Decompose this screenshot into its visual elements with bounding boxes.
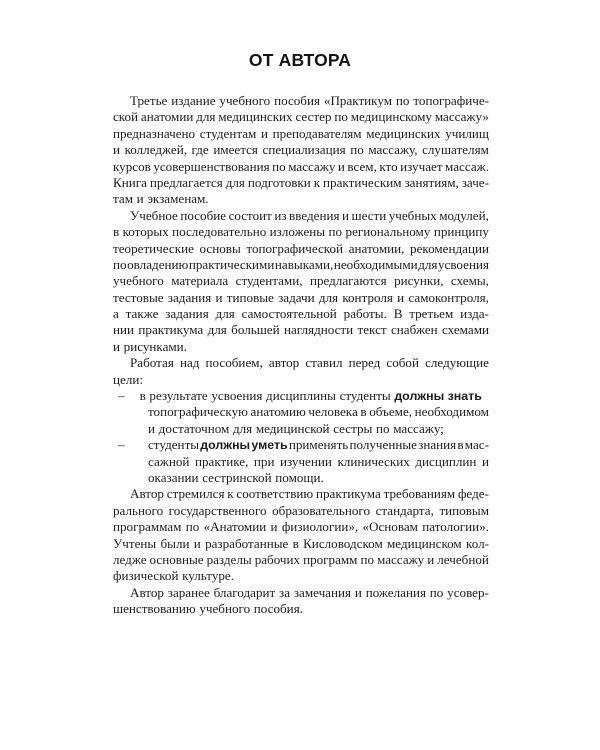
text-line	[113, 372, 489, 388]
word: автор	[268, 355, 300, 371]
word: для	[418, 256, 438, 272]
word: для	[225, 174, 245, 190]
word: государственного	[168, 502, 267, 518]
word: подготовки	[247, 174, 311, 190]
word: благодарит	[213, 584, 276, 600]
text-line	[113, 454, 489, 470]
word: всем,	[347, 158, 377, 174]
word: культуре.	[182, 568, 235, 584]
word: и	[427, 551, 435, 567]
text-line	[113, 404, 489, 420]
word: «Практикум	[323, 93, 393, 108]
word: самоконтроля,	[408, 289, 489, 305]
text-line	[113, 109, 489, 125]
list-dash: –	[118, 437, 125, 453]
word: массажу	[377, 551, 425, 567]
word: лечебной	[437, 551, 489, 567]
word: физической	[113, 568, 179, 584]
word: соответствию	[236, 486, 314, 502]
word: шенствованию	[113, 601, 196, 617]
word: массажу,	[368, 142, 418, 158]
word: массажу»	[434, 109, 489, 125]
word: там	[113, 191, 133, 207]
word: по	[272, 158, 286, 174]
word: оказании	[148, 469, 199, 485]
word: медицинских	[218, 109, 293, 125]
word: заче-	[461, 174, 489, 190]
word: кол-	[466, 535, 489, 551]
body-text	[113, 93, 489, 618]
word: по	[395, 93, 410, 108]
word: теоретические	[113, 240, 194, 256]
word: помощи.	[275, 469, 324, 485]
word: где	[191, 142, 209, 158]
word: усвоения	[211, 388, 263, 404]
word: практическим	[323, 174, 402, 190]
word: Учебное	[130, 207, 178, 223]
word: предназначено	[113, 125, 196, 141]
word: в	[360, 404, 367, 420]
word: текст	[357, 322, 387, 338]
text-line	[113, 175, 489, 191]
word: занятиям,	[404, 174, 459, 190]
word: а	[113, 306, 119, 322]
word: самостоятельной	[241, 306, 337, 322]
word: студенты	[339, 388, 391, 404]
word: и	[148, 420, 156, 436]
word: изда-	[460, 306, 489, 322]
text-line	[113, 421, 489, 437]
word: по	[185, 519, 200, 535]
word: специализация	[262, 142, 346, 158]
word: для	[207, 322, 227, 338]
bold-term: должны	[394, 389, 445, 404]
list-dash: –	[118, 388, 125, 404]
word: и	[481, 453, 489, 469]
word: и	[341, 207, 349, 223]
text-line	[113, 388, 489, 404]
word: применять	[288, 437, 349, 453]
text-line	[113, 355, 489, 371]
word: собой	[386, 355, 419, 371]
text-line	[113, 241, 489, 257]
word: по	[350, 142, 364, 158]
text-line	[113, 470, 489, 486]
word: и	[337, 158, 345, 174]
word: разделы	[206, 551, 252, 567]
text-line	[113, 601, 489, 617]
word: также	[125, 306, 159, 322]
word: пособия.	[253, 601, 303, 617]
word: последовательно	[172, 224, 267, 240]
word: рального	[113, 502, 164, 518]
word: экзаменам.	[147, 191, 209, 207]
word: студентами,	[235, 273, 303, 289]
word: сестры	[333, 420, 373, 436]
word: мас-	[464, 437, 489, 453]
word: для	[318, 289, 339, 305]
word: в	[113, 224, 120, 240]
word: в	[457, 437, 464, 453]
word: и	[193, 535, 201, 551]
section-heading: ОТ АВТОРА	[248, 50, 352, 70]
word: за	[279, 584, 291, 600]
word: нии	[113, 322, 135, 338]
word: и	[136, 191, 144, 207]
word: для	[232, 420, 253, 436]
word: анатомии,	[348, 240, 405, 256]
word: достаточном	[158, 420, 230, 436]
word: разработанные	[205, 535, 289, 551]
word: следующие	[425, 355, 489, 371]
text-line	[113, 208, 489, 224]
word: и	[215, 289, 223, 305]
word: сестринской	[202, 469, 272, 485]
word: физиологии»,	[281, 519, 359, 535]
word: по	[360, 551, 375, 567]
word: учебного	[113, 273, 164, 289]
word: при	[253, 453, 275, 469]
word: дисциплин	[415, 453, 477, 469]
text-line	[113, 142, 489, 158]
word: учебного	[199, 601, 251, 617]
word: анатомии	[140, 109, 194, 125]
word: «Анатомии	[203, 519, 267, 535]
word: медицинских	[366, 125, 441, 141]
word: объеме,	[369, 404, 413, 420]
word: к	[227, 486, 234, 502]
word: усовершенствования	[153, 158, 270, 174]
word: и	[397, 289, 405, 305]
word: Книга	[113, 174, 147, 190]
word: пожелания	[365, 584, 426, 600]
word: для	[196, 109, 216, 125]
word: шести	[351, 207, 387, 223]
word: материала	[171, 273, 229, 289]
word: имеется	[213, 142, 258, 158]
word: массажу	[288, 158, 336, 174]
word: патологии».	[422, 519, 489, 535]
text-line	[113, 273, 489, 289]
word: массаж.	[445, 158, 489, 174]
word: региональному	[345, 224, 431, 240]
word: человека	[308, 404, 358, 420]
word: Автор	[130, 486, 164, 502]
word: необходимыми	[333, 256, 418, 272]
word: ледже	[113, 551, 147, 567]
word: к	[313, 174, 321, 190]
text-line	[113, 339, 489, 355]
word: пособия	[274, 93, 320, 108]
word: усвоения	[437, 256, 489, 272]
word: задания	[165, 306, 209, 322]
word: цели:	[113, 371, 143, 387]
word: по	[334, 109, 348, 125]
word: ставил	[305, 355, 343, 371]
word: замечания	[293, 584, 352, 600]
word: практикума	[315, 486, 381, 502]
word: схемами	[442, 322, 489, 338]
word: и	[113, 142, 121, 158]
word: снабжен	[390, 322, 438, 338]
word: тестовые	[113, 289, 164, 305]
word: третьем	[409, 306, 454, 322]
word: навыками,	[274, 256, 334, 272]
word: по	[328, 224, 343, 240]
word: усовер-	[447, 584, 489, 600]
text-line	[113, 536, 489, 552]
word: ской	[113, 109, 139, 125]
word: перед	[348, 355, 381, 371]
word: стандарта,	[375, 502, 434, 518]
word: стремился	[166, 486, 225, 502]
word: студенты	[148, 437, 200, 453]
word: задания	[167, 289, 212, 305]
word: и	[354, 584, 362, 600]
word: клинических	[337, 453, 410, 469]
word: программам	[113, 519, 182, 535]
word: состоит	[228, 207, 272, 223]
word: задачи	[278, 289, 315, 305]
word: сажной	[148, 453, 190, 469]
word: изучает	[400, 158, 443, 174]
word: пособием,	[205, 355, 263, 371]
word: Учтены	[113, 535, 157, 551]
word: издание	[171, 93, 216, 108]
bold-term: уметь	[251, 438, 288, 453]
word: изучении	[280, 453, 332, 469]
word: по	[429, 584, 444, 600]
word: контроля	[342, 289, 393, 305]
word: требованиям	[383, 486, 456, 502]
word: по	[113, 256, 127, 272]
word: необходимом	[414, 404, 489, 420]
word: наглядности	[283, 322, 354, 338]
word: феде-	[457, 486, 489, 502]
word: введения	[289, 207, 340, 223]
word: овладению	[127, 256, 189, 272]
word: принципу	[433, 224, 489, 240]
bold-term: должны	[200, 438, 251, 453]
text-line	[113, 224, 489, 240]
word: пособие	[180, 207, 227, 223]
word: практике,	[194, 453, 249, 469]
text-line	[113, 93, 489, 109]
word: программ	[303, 551, 358, 567]
word: рисунки,	[394, 273, 444, 289]
word: рабочих	[254, 551, 301, 567]
word: работы.	[343, 306, 387, 322]
word: дисциплины	[266, 388, 336, 404]
text-line	[113, 306, 489, 322]
word: «Основам	[362, 519, 418, 535]
word: предлагается	[149, 174, 223, 190]
word: предлагаются	[309, 273, 387, 289]
word: и	[260, 125, 268, 141]
word: Кисловодском	[303, 535, 383, 551]
word: топографическую	[148, 404, 248, 420]
word: образовательного	[272, 502, 371, 518]
text-line	[113, 519, 489, 535]
word: знания	[418, 437, 457, 453]
text-line	[113, 322, 489, 338]
text-line	[113, 585, 489, 601]
word: основы	[199, 240, 241, 256]
text-line	[113, 191, 489, 207]
word: кто	[379, 158, 398, 174]
word: студентам	[199, 125, 257, 141]
word: учебного	[219, 93, 271, 108]
text-line	[113, 568, 489, 584]
word: преподавателям	[272, 125, 362, 141]
bold-term: знать	[447, 389, 482, 404]
word: рекомендации	[410, 240, 489, 256]
word: типовые	[226, 289, 274, 305]
text-line	[113, 290, 489, 306]
word: заранее	[167, 584, 210, 600]
word: слушателям	[422, 142, 489, 158]
word: учебных	[388, 207, 437, 223]
word: в	[139, 388, 146, 404]
text-line	[113, 126, 489, 142]
word: для	[215, 306, 235, 322]
word: по	[376, 420, 390, 436]
word: В	[393, 306, 403, 322]
word: основные	[149, 551, 204, 567]
word: анатомию	[250, 404, 306, 420]
text-line	[113, 159, 489, 175]
word: Автор	[130, 584, 164, 600]
word: полученные	[349, 437, 417, 453]
word: схемы,	[450, 273, 489, 289]
text-line	[113, 503, 489, 519]
word: училищ	[445, 125, 489, 141]
word: массажу;	[393, 420, 444, 436]
word: топографиче-	[413, 93, 489, 108]
word: и	[113, 338, 121, 354]
word: большей	[231, 322, 280, 338]
word: из	[274, 207, 287, 223]
text-line	[113, 257, 489, 273]
word: в	[292, 535, 299, 551]
word: практикума	[138, 322, 204, 338]
word: изложены	[269, 224, 326, 240]
word: практическими	[188, 256, 275, 272]
word: топографической	[246, 240, 344, 256]
text-line	[113, 437, 489, 453]
word: Работая	[130, 355, 174, 371]
word: над	[179, 355, 200, 371]
word: Третье	[130, 93, 168, 108]
word: были	[160, 535, 190, 551]
word: сестер	[295, 109, 332, 125]
word: результате	[149, 388, 208, 404]
word: модулей,	[439, 207, 489, 223]
word: рисунками.	[123, 338, 187, 354]
word: и	[270, 519, 278, 535]
word: которых	[122, 224, 169, 240]
word: медицинском	[387, 535, 462, 551]
word: типовым	[439, 502, 489, 518]
text-line	[113, 552, 489, 568]
word: медицинской	[255, 420, 330, 436]
word: колледжей,	[124, 142, 187, 158]
word: медицинскому	[350, 109, 432, 125]
word: курсов	[113, 158, 151, 174]
text-line	[113, 486, 489, 502]
